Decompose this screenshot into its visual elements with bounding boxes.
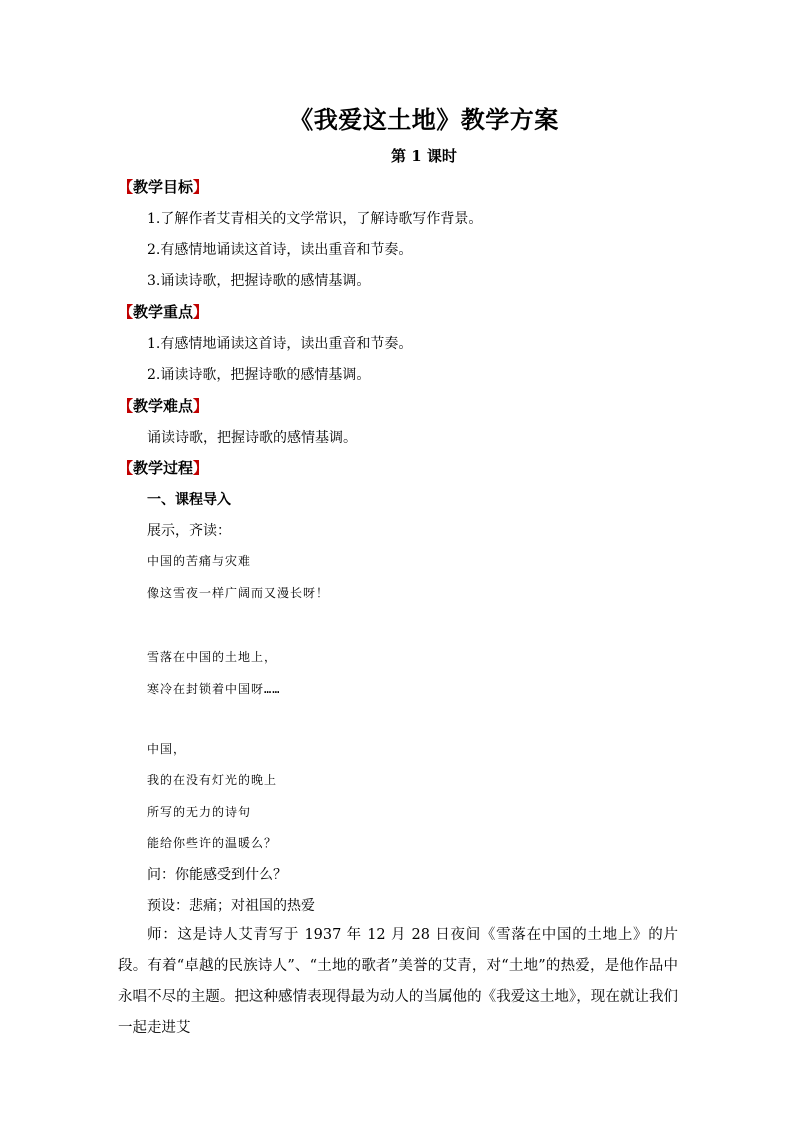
section-heading-objectives: 【教学目标】 [118,178,209,196]
section-heading-difficulties: 【教学难点】 [118,397,209,415]
subheading-intro: 一、课程导入 [147,492,231,508]
document-title: 《我爱这土地》教学方案 [289,105,559,134]
objective-item: 2.有感情地诵读这首诗，读出重音和节奏。 [147,242,413,258]
poem-line: 中国的苦痛与灾难 [147,554,252,568]
preset-answer: 预设：悲痛；对祖国的热爱 [147,898,315,914]
objective-item: 1.了解作者艾青相关的文学常识，了解诗歌写作背景。 [147,211,483,227]
poem-line: 中国， [147,742,187,756]
poem-line: 所写的无力的诗句 [147,805,252,819]
lesson-number: 第 1 课时 [391,147,457,165]
section-heading-keypoints: 【教学重点】 [118,303,209,321]
objective-item: 3.诵读诗歌，把握诗歌的感情基调。 [147,273,371,289]
question-text: 问：你能感受到什么？ [147,867,287,883]
keypoint-item: 2.诵读诗歌，把握诗歌的感情基调。 [147,367,371,383]
show-text: 展示，齐读： [147,523,231,539]
difficulty-item: 诵读诗歌，把握诗歌的感情基调。 [147,430,357,446]
poem-line: 我的在没有灯光的晚上 [147,773,278,787]
section-heading-process: 【教学过程】 [118,459,209,477]
poem-line: 雪落在中国的土地上， [147,650,278,664]
poem-line: 寒冷在封锁着中国呀…… [147,682,281,696]
poem-line: 像这雪夜一样广阔而又漫长呀！ [147,586,330,600]
keypoint-item: 1.有感情地诵读这首诗，读出重音和节奏。 [147,336,413,352]
teacher-paragraph: 师：这是诗人艾青写于 1937 年 12 月 28 日夜间《雪落在中国的土地上》的片段。有着“卓越的民族诗人”、“土地的歌者”美誉的艾青，对“土地”的热爱，是他作品中永唱不尽的主题。把这种感情表现得最为动人的当属他的《我爱这土地》，现在就让我们一起走进艾 [118,927,678,1036]
poem-line: 能给你些许的温暖么？ [147,836,278,850]
